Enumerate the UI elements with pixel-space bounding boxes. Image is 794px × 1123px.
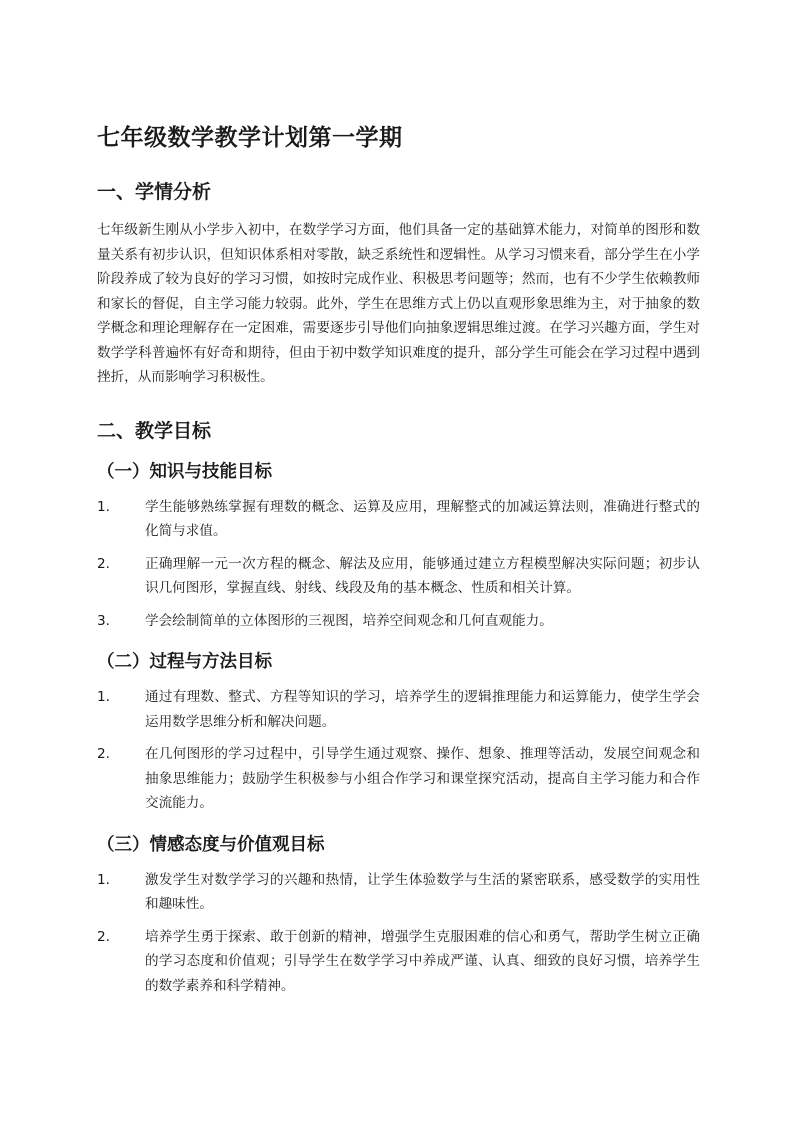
list-item-text: 学生能够熟练掌握有理数的概念、运算及应用，理解整式的加减运算法则，准确进行整式的化简与求值。 xyxy=(145,498,700,539)
list-item xyxy=(97,925,700,999)
list-item xyxy=(97,609,700,634)
attitude-goals-list xyxy=(97,868,700,999)
list-item-number: 2. xyxy=(97,746,110,762)
list-item-number: 1. xyxy=(97,689,110,705)
list-item xyxy=(97,868,700,917)
subsection-heading-process: （二）过程与方法目标 xyxy=(97,652,272,672)
list-item xyxy=(97,742,700,816)
list-item-number: 2. xyxy=(97,555,110,572)
list-item-text: 在几何图形的学习过程中，引导学生通过观察、操作、想象、推理等活动，发展空间观念和抽象思维能力；鼓励学生积极参与小组合作学习和课堂探究活动，提高自主学习能力和合作交流能力。 xyxy=(145,746,700,811)
list-item-text: 学会绘制简单的立体图形的三视图，培养空间观念和几何直观能力。 xyxy=(145,612,553,629)
list-item-number: 3. xyxy=(97,612,110,629)
list-item-number: 2. xyxy=(97,928,110,945)
process-goals-list xyxy=(97,685,700,816)
list-item-text: 激发学生对数学学习的兴趣和热情，让学生体验数学与生活的紧密联系，感受数学的实用性和趣味性。 xyxy=(145,871,700,912)
list-item-text: 通过有理数、整式、方程等知识的学习，培养学生的逻辑推理能力和运算能力，使学生学会运用数学思维分析和解决问题。 xyxy=(145,689,700,730)
list-item-number: 1. xyxy=(97,871,110,888)
document-title: 七年级数学教学计划第一学期 xyxy=(97,125,403,151)
list-item xyxy=(97,495,700,544)
list-item xyxy=(97,685,700,734)
list-item xyxy=(97,552,700,601)
subsection-heading-attitude: （三）情感态度与价值观目标 xyxy=(97,834,325,855)
situation-paragraph: 七年级新生刚从小学步入初中，在数学学习方面，他们具备一定的基础算术能力，对简单的图形和数量关系有初步认识，但知识体系相对零散，缺乏系统性和逻辑性。从学习习惯来看，部分学生在小学阶段养成了较为良好的学习习惯，如按时完成作业、积极思考问题等；然而，也有不少学生依赖教师和家长的督促，自主学习能力较弱。此外，学生在思维方式上仍以直观形象思维为主，对于抽象的数学概念和理论理解存在一定困难，需要逐步引导他们向抽象逻辑思维过渡。在学习兴趣方面，学生对数学学科普遍怀有好奇和期待，但由于初中数学知识难度的提升，部分学生可能会在学习过程中遇到挫折，从而影响学习积极性。 xyxy=(97,222,700,385)
list-item-text: 培养学生勇于探索、敢于创新的精神，增强学生克服困难的信心和勇气，帮助学生树立正确的学习态度和价值观；引导学生在数学学习中养成严谨、认真、细致的良好习惯，培养学生的数学素养和科学精神。 xyxy=(145,928,700,994)
section-heading-situation: 一、学情分析 xyxy=(97,181,212,203)
knowledge-goals-list xyxy=(97,495,700,634)
list-item-text: 正确理解一元一次方程的概念、解法及应用，能够通过建立方程模型解决实际问题；初步认识几何图形，掌握直线、射线、线段及角的基本概念、性质和相关计算。 xyxy=(145,555,700,596)
section-heading-goals: 二、教学目标 xyxy=(97,419,212,442)
list-item-number: 1. xyxy=(97,498,110,515)
subsection-heading-knowledge: （一）知识与技能目标 xyxy=(97,461,272,482)
document-page xyxy=(97,118,700,1012)
